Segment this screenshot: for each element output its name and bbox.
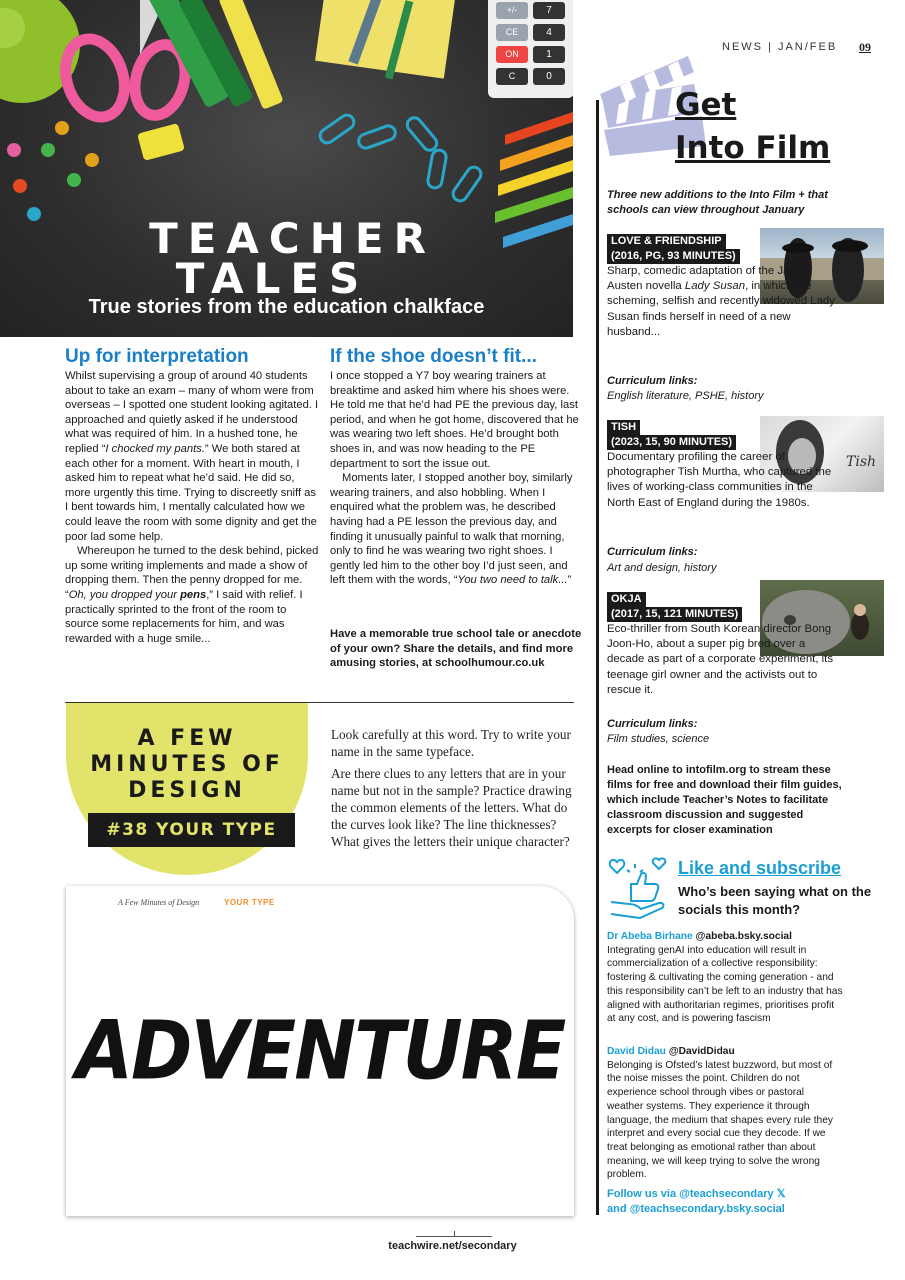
calculator-key: CE <box>496 24 528 41</box>
typeface-sample-card <box>66 886 574 1216</box>
curriculum-label: Curriculum links: <box>607 718 698 730</box>
film-tag-title: OKJA <box>607 592 646 607</box>
film-description: Sharp, comedic adaptation of the Jane Austen novella Lady Susan, in which the scheming, selfish and recently widowed Lady Susan finds herself in need of a new husband... <box>607 265 835 338</box>
calculator-key: C <box>496 68 528 85</box>
social-post <box>607 1045 843 1182</box>
hero-title-line2: TALES <box>175 254 370 303</box>
story1-body <box>65 369 320 646</box>
film-tag-details: (2016, PG, 93 MINUTES) <box>607 249 740 264</box>
head-online-text: Head online to intofilm.org to stream these films for free and download their film guides, which include Teacher’s Notes to facilitate classroom discussion and suggested excerpts for closer examination <box>607 764 842 836</box>
x-icon: 𝕏 <box>776 1188 786 1200</box>
design-badge: #38 YOUR TYPE <box>88 813 295 847</box>
curriculum-label: Curriculum links: <box>607 546 698 558</box>
curriculum-label: Curriculum links: <box>607 375 698 387</box>
film-description: Eco-thriller from South Korean director Bong Joon-Ho, about a super pig bred over a decade as part of a corporate experiment, its teenage girl owner and the activists out to rescue it. <box>607 623 834 696</box>
story1-heading: Up for interpretation <box>65 346 249 367</box>
story2-paragraph-1: I once stopped a Y7 boy wearing trainers at breaktime and asked him where his shoes were. He told me that he’d had PE the previous day, last period, and when he got home, discovered that he was wearing two left shoes. He’d brought both shoes in, and was now heading to the PE department to sort the issue out. <box>330 370 579 470</box>
like-subscribe-link[interactable]: Like and subscribe <box>678 858 842 878</box>
story2-cta: Have a memorable true school tale or anecdote of your own? Share the details, and find more amusing stories, at schoolhumour.co.uk <box>330 628 582 670</box>
design-title-line1: A FEW <box>137 726 237 751</box>
page-number: 09 <box>859 40 871 54</box>
calculator-key: +/- <box>496 2 528 19</box>
film-still-tish-label: Tish <box>846 454 877 470</box>
social-post-handle: @abeba.bsky.social <box>695 931 792 942</box>
hero-image <box>0 0 573 337</box>
story2-paragraph-2: Moments later, I stopped another boy, similarly wearing trainers, and also hobbling. When I enquired what the problem was, he described having had a PE lesson the previous day, and finding it unusually painful to walk that morning, only to find he was wearing two right shoes. I gently led him to the other boy I’d just seen, and left them with the words, “You two need to talk...” <box>330 472 573 587</box>
social-post-handle: @DavidDidau <box>668 1046 735 1057</box>
get-into-film-intro: Three new additions to the Into Film + that schools can view throughout January <box>607 189 828 216</box>
social-post-author: David Didau <box>607 1046 666 1057</box>
film-tag-details: (2017, 15, 121 MINUTES) <box>607 607 742 622</box>
push-pins-illustration <box>7 121 99 221</box>
calculator-key: 1 <box>533 46 565 63</box>
sample-word: ADVENTURE <box>75 1003 565 1099</box>
social-post-text: Belonging is Ofsted’s latest buzzword, but most of the noise misses the point. Children do not experience school through vibes or pastoral weather systems. They experience it through language, the medium that shapes every rule they interpret and every social cue they decode. If we treat belonging as emotional rather than about meaning, we will keep trying to solve the wrong problem. <box>607 1059 833 1181</box>
follow-us-line1[interactable]: Follow us via @teachsecondary <box>607 1188 774 1200</box>
follow-us-line2[interactable]: and @teachsecondary.bsky.social <box>607 1203 785 1215</box>
social-post <box>607 930 843 1026</box>
paper-clips-illustration <box>317 112 483 203</box>
film-tag-title: TISH <box>607 420 640 435</box>
story1-paragraph-2: Whereupon he turned to the desk behind, picked up some writing implements and made a show of dropping them. Then the penny dropped for me. “Oh, you dropped your pens,” I said with relief. I practically sprinted to the front of the room to source some replacements for him, and was rewarded with a huge smile... <box>65 545 319 645</box>
right-column-rule <box>596 100 599 1215</box>
design-title-line3: DESIGN <box>128 778 246 803</box>
sample-caption: A Few Minutes of Design <box>118 898 200 907</box>
calculator-key: 4 <box>533 24 565 41</box>
film-tag-details: (2023, 15, 90 MINUTES) <box>607 435 736 450</box>
running-head: NEWS | JAN/FEB <box>722 41 838 53</box>
thumbs-up-icon <box>607 856 673 920</box>
sharpener-illustration <box>137 123 185 161</box>
film-description: Documentary profiling the career of photographer Tish Murtha, who captured the lives of working-class communities in the North East of England during the 1980s. <box>607 451 832 509</box>
story2-heading: If the shoe doesn’t fit... <box>330 346 537 367</box>
curriculum-links: English literature, PSHE, history <box>607 390 764 402</box>
curriculum-links: Film studies, science <box>607 733 710 745</box>
scissors-illustration <box>56 31 192 124</box>
footer-tick <box>454 1231 455 1237</box>
hero-title-line1: TEACHER <box>149 214 436 263</box>
footer-url: teachwire.net/secondary <box>388 1240 517 1252</box>
story2-body <box>330 369 585 588</box>
calculator-key: ON <box>496 46 528 63</box>
sample-caption-type: YOUR TYPE <box>224 898 275 907</box>
get-into-film-title-line1: Get <box>675 87 737 123</box>
design-paragraph-2: Are there clues to any letters that are in your name but not in the sample? Practice drawing the common elements of the letters. What do the curves look like? The line thicknesses? What gives the letters their unique character? <box>331 766 572 849</box>
get-into-film-title-line2: Into Film <box>675 130 831 166</box>
story1-paragraph-1: Whilst supervising a group of around 40 students about to take an exam – many of whom were from overseas – I spotted one student looking agitated. I approached and quietly asked if he understood what was required of him. In a hushed tone, he replied “I chocked my pants.” We both stared at each other for a moment. With heart in mouth, I asked him to repeat what he’d said. He did so, more urgently this time. Trying to discreetly sniff as I bent towards him, I mentally calculated how we could leave the room with some dignity and get the poor lad some help. <box>65 370 319 543</box>
calculator-illustration <box>488 0 573 98</box>
calculator-key: 0 <box>533 68 565 85</box>
calculator-key: 7 <box>533 2 565 19</box>
film-tag-title: LOVE & FRIENDSHIP <box>607 234 726 249</box>
design-paragraph-1: Look carefully at this word. Try to write your name in the same typeface. <box>331 727 571 759</box>
hero-subtitle: True stories from the education chalkface <box>88 296 485 318</box>
curriculum-links: Art and design, history <box>607 562 717 574</box>
social-post-text: Integrating genAI into education will result in commercialization of a collective responsibility: fostering & cultivating the coming generation - and this responsibility can’t be left to an industry that has aligned with authoritarian regimes, prioritises profit at any cost, and is powering fascism <box>607 944 843 1025</box>
social-post-author: Dr Abeba Birhane <box>607 931 693 942</box>
follow-us <box>607 1187 786 1217</box>
like-subscribe-subtitle: Who’s been saying what on the socials this month? <box>678 884 872 917</box>
design-title-line2: MINUTES OF <box>90 752 284 777</box>
